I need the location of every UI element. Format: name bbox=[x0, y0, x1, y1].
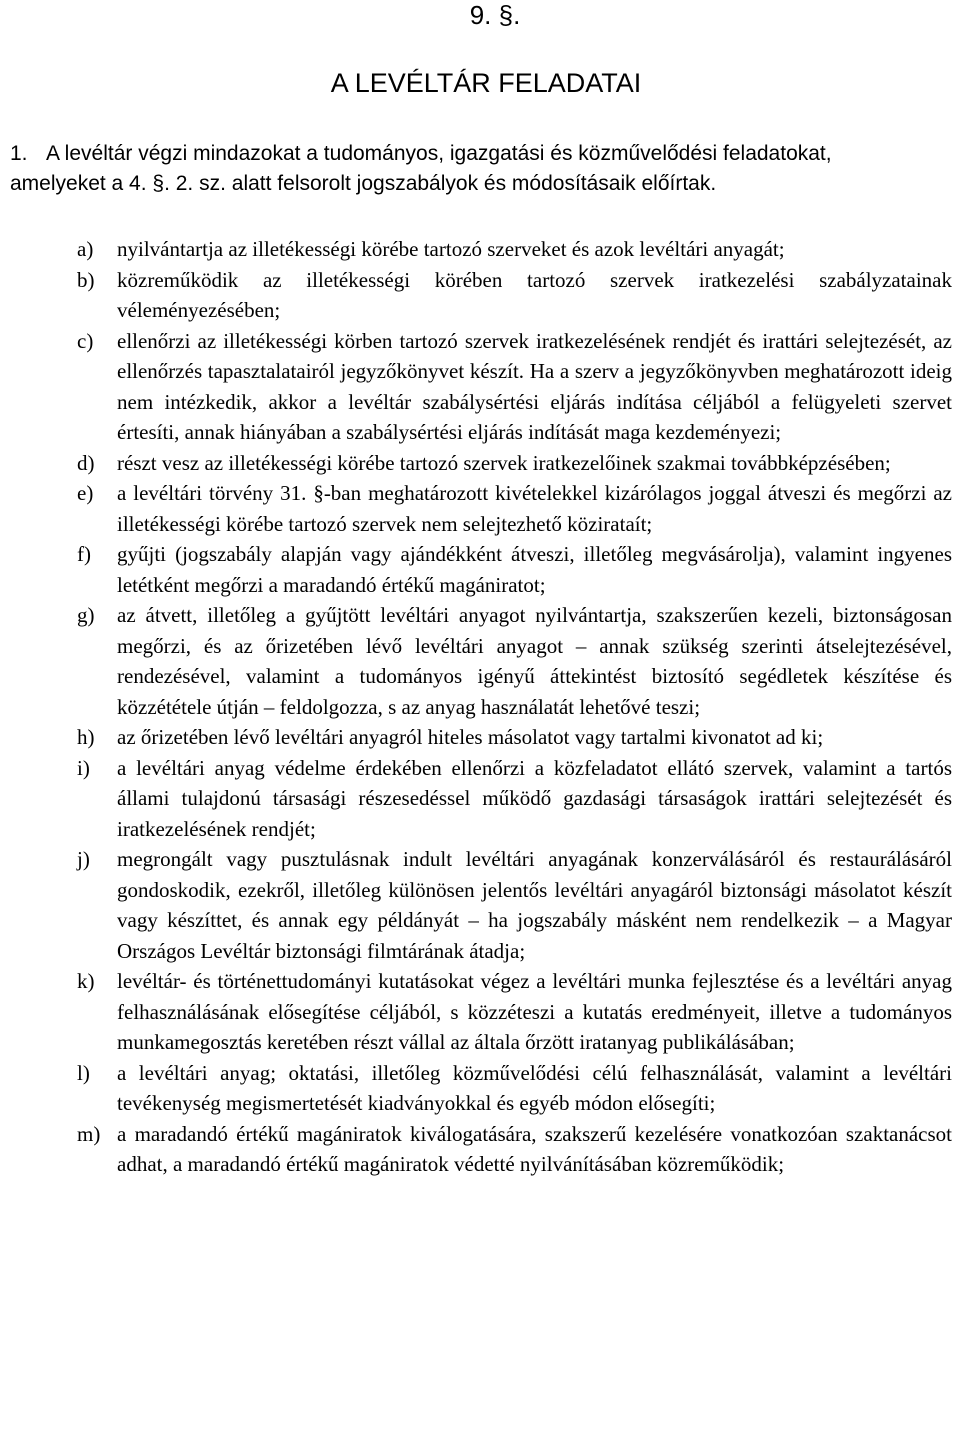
list-item-text: közreműködik az illetékességi körében tartozó szervek iratkezelési szabályzatainak véleményezésében; bbox=[117, 267, 952, 322]
list-item-text: ellenőrzi az illetékességi körben tartozó szervek iratkezelésének rendjét és irattári selejtezését, az ellenőrzés tapasztalatairól jegyzőkönyvet készít. Ha a szerv a jegyzőkönyvben meghatározott ideig nem intézkedik, akkor a levéltár szabálysértési eljárás indítása céljából a felügyeleti szervet értesíti, annak hiányában a szabálysértési eljárás indítását maga kezdeményezi; bbox=[117, 328, 952, 444]
list-item-text: gyűjti (jogszabály alapján vagy ajándékként átveszi, illetőleg megvásárolja), valamint ingyenes letétként megőrzi a maradandó értékű magániratot; bbox=[117, 542, 952, 597]
list-item bbox=[0, 722, 960, 753]
list-item-label: g) bbox=[77, 603, 95, 627]
list-item-text: a levéltári anyag; oktatási, illetőleg közművelődési célú felhasználását, valamint a levéltári tevékenység megismertetését kiadványokkal és egyéb módon elősegíti; bbox=[117, 1060, 952, 1115]
list-item-label: l) bbox=[77, 1060, 90, 1085]
list-item-label: j) bbox=[77, 847, 90, 871]
list-item-label: i) bbox=[77, 755, 90, 780]
list-item-text: a maradandó értékű magániratok kiválogatására, szakszerű kezelésére vonatkozóan szaktanácsot adhat, a maradandó értékű magániratok védetté nyilvánításában közreműködik; bbox=[117, 1121, 952, 1176]
list-item-text: a levéltári törvény 31. §-ban meghatározott kivételekkel kizárólagos joggal átveszi és megőrzi az illetékességi körébe tartozó szervek nem selejtezhető közirataít; bbox=[117, 481, 952, 536]
list-item bbox=[0, 600, 960, 722]
list-item-text: az átvett, illetőleg a gyűjtött levéltári anyagot nyilvántartja, szakszerűen kezeli, biztonságosan megőrzi, és az őrizetében lévő levéltári anyagot – annak szükség szerinti átselejtezésével, rendezésével, valamint a tudományos igényű áttekintést biztosító segédletek készítése és közzététele útján – feldolgozza, s az anyag használatát lehetővé teszi; bbox=[117, 603, 952, 719]
list-item-label: f) bbox=[77, 542, 91, 566]
list-item bbox=[0, 753, 960, 845]
section-number: 9. §. bbox=[469, 0, 521, 30]
page-title: A LEVÉLTÁR FELADATAI bbox=[330, 68, 642, 98]
list-item-text: levéltár- és történettudományi kutatásokat végez a levéltári munka fejlesztése és a levéltári anyag felhasználásának elősegítése céljából, s közzéteszi a kutatás eredményeit, illetve a tudományos munkamegosztás keretében részt vállal az általa őrzött iratanyag publikálásában; bbox=[117, 969, 952, 1054]
list-item-label: e) bbox=[77, 481, 94, 505]
list-item bbox=[0, 966, 960, 1058]
intro-line-1: A levéltár végzi mindazokat a tudományos, igazgatási és közművelődési feladatokat, bbox=[46, 142, 832, 165]
list-item-label: d) bbox=[77, 450, 95, 475]
list-item-label: c) bbox=[77, 328, 94, 353]
list-item bbox=[0, 265, 960, 326]
intro-paragraph bbox=[0, 139, 960, 199]
list-item-label: k) bbox=[77, 969, 95, 993]
list-item bbox=[0, 539, 960, 600]
list-item-label: b) bbox=[77, 267, 95, 292]
task-list bbox=[0, 234, 960, 1180]
list-item-label: h) bbox=[77, 725, 95, 749]
list-item-label: a) bbox=[77, 237, 94, 261]
list-item-text: megrongált vagy pusztulásnak indult levéltári anyagának konzerválásáról és restaurálásáról gondoskodik, ezekről, illetőleg különösen jelentős levéltári anyagáról biztonsági másolatot készít vagy készíttet, és annak egy példányát – ha jogszabály másként nem rendelkezik – a Magyar Országos Levéltár biztonsági filmtárának átadja; bbox=[117, 847, 952, 963]
list-item bbox=[0, 1058, 960, 1119]
intro-number: 1. bbox=[10, 142, 28, 165]
list-item bbox=[0, 478, 960, 539]
list-item-text: nyilvántartja az illetékességi körébe tartozó szerveket és azok levéltári anyagát; bbox=[117, 237, 785, 261]
list-item-text: a levéltári anyag védelme érdekében ellenőrzi a közfeladatot ellátó szervek, valamint a tartós állami tulajdonú társasági részesedéssel működő gazdasági társaságok irattári selejtezését és iratkezelésének rendjét; bbox=[117, 755, 952, 841]
intro-text bbox=[0, 139, 946, 199]
list-item bbox=[0, 844, 960, 966]
intro-line-2: amelyeket a 4. §. 2. sz. alatt felsorolt jogszabályok és módosításaik előírtak. bbox=[10, 172, 717, 195]
list-item-label: m) bbox=[77, 1121, 101, 1146]
list-item bbox=[0, 326, 960, 448]
list-item bbox=[0, 1119, 960, 1180]
list-item bbox=[0, 234, 960, 265]
list-item-text: az őrizetében lévő levéltári anyagról hiteles másolatot vagy tartalmi kivonatot ad ki; bbox=[117, 725, 824, 749]
list-item-text: részt vesz az illetékességi körébe tartozó szervek iratkezelőinek szakmai továbbképzésében; bbox=[117, 450, 891, 475]
list-item bbox=[0, 448, 960, 479]
